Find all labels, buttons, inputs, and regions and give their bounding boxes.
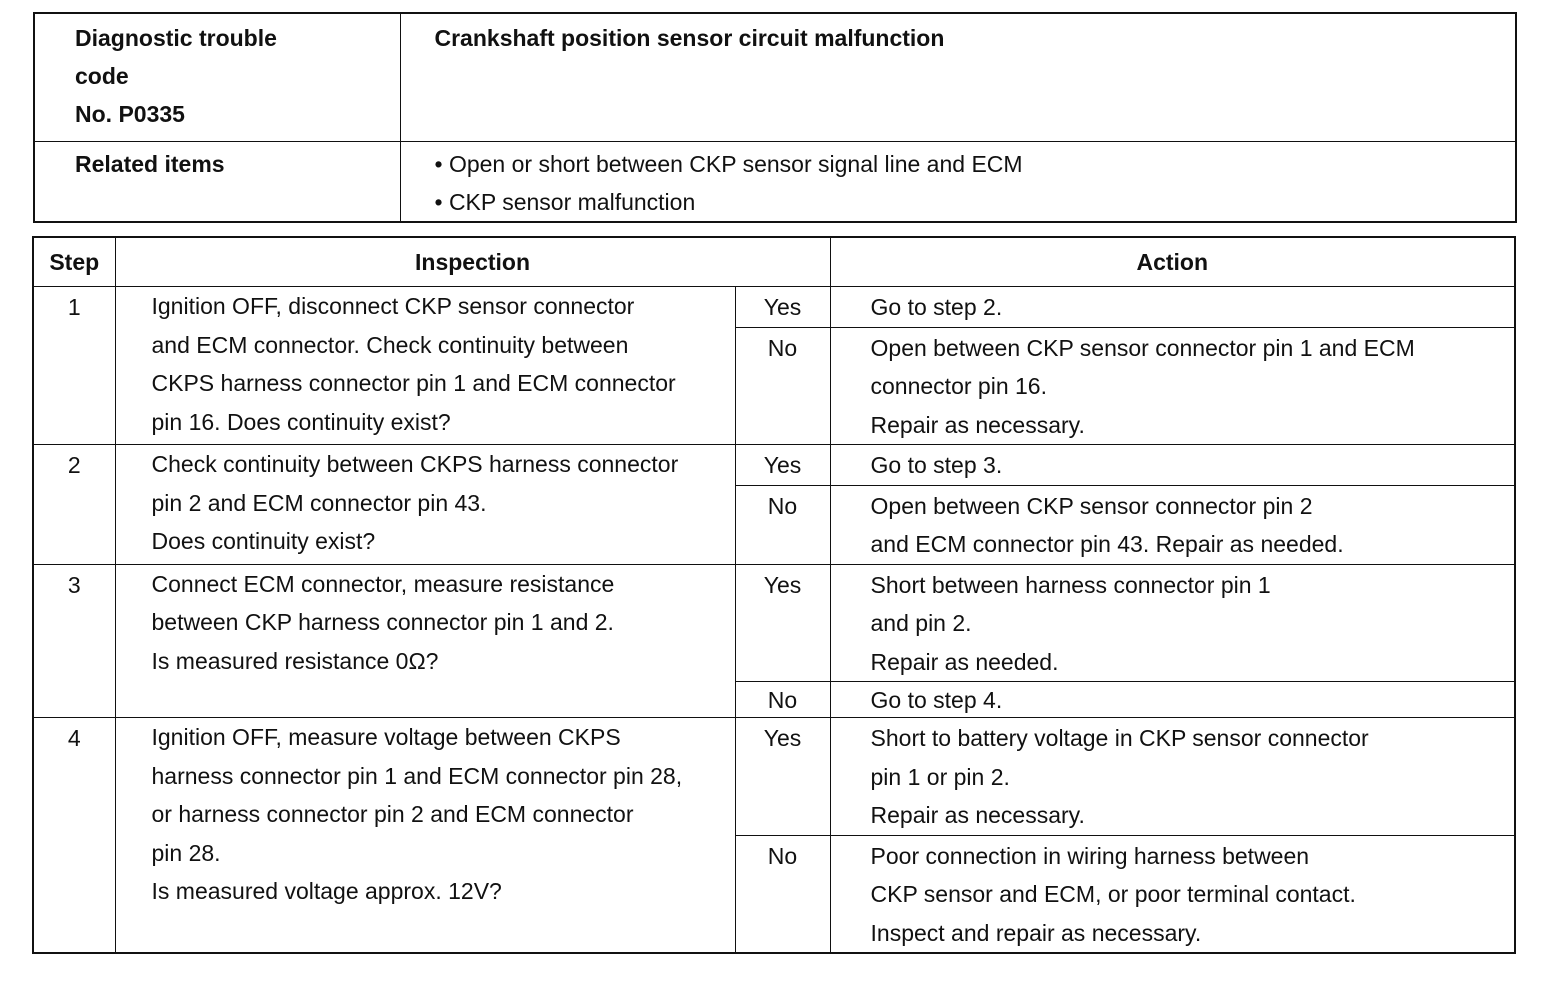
step-number: 1 — [33, 287, 115, 445]
action-column-header: Action — [830, 237, 1515, 287]
action-line: and pin 2. — [870, 610, 972, 636]
inspection-text — [115, 287, 735, 445]
answer-yes: Yes — [735, 287, 830, 328]
inspection-text — [115, 445, 735, 565]
inspection-text — [115, 564, 735, 718]
dtc-title: Crankshaft position sensor circuit malfunction — [400, 13, 1516, 141]
answer-no: No — [735, 835, 830, 953]
inspection-text — [115, 718, 735, 954]
answer-yes: Yes — [735, 445, 830, 486]
answer-yes: Yes — [735, 718, 830, 836]
inspection-line: Ignition OFF, measure voltage between CKPS — [151, 724, 621, 750]
action-text — [830, 682, 1515, 718]
related-items-cell — [400, 141, 1516, 222]
action-text — [830, 835, 1515, 953]
action-line: connector pin 16. — [870, 373, 1047, 399]
action-line: pin 1 or pin 2. — [870, 763, 1010, 790]
answer-no: No — [735, 327, 830, 445]
action-line: Open between CKP sensor connector pin 2 — [870, 492, 1313, 519]
action-text — [830, 485, 1515, 564]
action-line: Poor connection in wiring harness between — [870, 842, 1310, 869]
answer-no: No — [735, 682, 830, 718]
step-number: 2 — [33, 445, 115, 565]
dtc-header-table — [33, 12, 1517, 223]
related-items-label: Related items — [34, 141, 400, 222]
inspection-line: pin 2 and ECM connector pin 43. — [151, 489, 487, 516]
action-line: Repair as needed. — [870, 648, 1059, 675]
inspection-column-header: Inspection — [115, 237, 830, 287]
step-number: 3 — [33, 564, 115, 718]
dtc-label-line: code — [75, 63, 129, 89]
action-text — [830, 327, 1515, 445]
action-line: Go to step 3. — [870, 452, 1003, 478]
action-line: Short to battery voltage in CKP sensor connector — [870, 725, 1369, 751]
inspection-line: Check continuity between CKPS harness connector — [151, 451, 679, 477]
dtc-code: No. P0335 — [75, 101, 185, 127]
inspection-line: Is measured resistance 0Ω? — [151, 647, 439, 674]
action-line: Short between harness connector pin 1 — [870, 571, 1271, 598]
action-line: and ECM connector pin 43. Repair as needed. — [870, 531, 1344, 557]
inspection-line: pin 16. Does continuity exist? — [151, 408, 451, 435]
action-text — [830, 445, 1515, 486]
inspection-line: Does continuity exist? — [151, 528, 376, 554]
inspection-line: harness connector pin 1 and ECM connector pin 28, — [151, 762, 683, 789]
inspection-line: CKPS harness connector pin 1 and ECM connector — [151, 370, 676, 396]
inspection-line: or harness connector pin 2 and ECM connector — [151, 801, 634, 827]
inspection-line: Is measured voltage approx. 12V? — [151, 878, 502, 904]
inspection-line: pin 28. — [151, 839, 221, 866]
dtc-label-line: Diagnostic trouble — [75, 25, 277, 51]
action-text — [830, 564, 1515, 682]
diagnostic-steps-table — [32, 236, 1516, 954]
action-line: Go to step 2. — [870, 294, 1003, 320]
action-line: Inspect and repair as necessary. — [870, 919, 1202, 946]
action-line: Go to step 4. — [870, 687, 1003, 713]
dtc-label-cell — [34, 13, 400, 141]
step-number: 4 — [33, 718, 115, 954]
inspection-line: between CKP harness connector pin 1 and 2. — [151, 609, 614, 635]
related-item: • Open or short between CKP sensor signal line and ECM — [434, 150, 1023, 177]
related-item: • CKP sensor malfunction — [434, 188, 696, 215]
action-line: Repair as necessary. — [870, 802, 1085, 828]
inspection-line: and ECM connector. Check continuity between — [151, 331, 629, 358]
answer-no: No — [735, 485, 830, 564]
action-line: Open between CKP sensor connector pin 1 and ECM — [870, 334, 1415, 361]
action-text — [830, 287, 1515, 328]
action-text — [830, 718, 1515, 836]
action-line: Repair as necessary. — [870, 411, 1085, 438]
inspection-line: Connect ECM connector, measure resistance — [151, 570, 615, 597]
action-line: CKP sensor and ECM, or poor terminal contact. — [870, 881, 1356, 907]
answer-yes: Yes — [735, 564, 830, 682]
inspection-line: Ignition OFF, disconnect CKP sensor connector — [151, 293, 635, 319]
step-column-header: Step — [33, 237, 115, 287]
